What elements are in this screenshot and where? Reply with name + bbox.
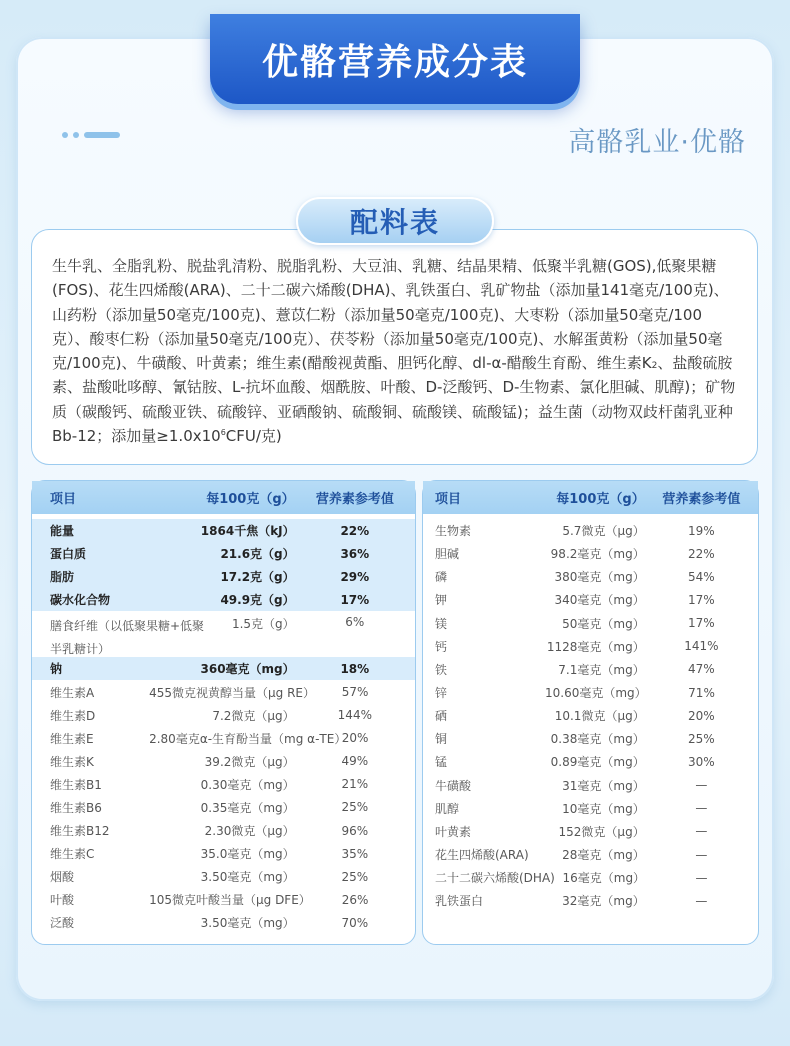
row-amount: 0.38毫克（mg） <box>550 732 645 747</box>
row-nrv: 19% <box>688 523 715 538</box>
table-row <box>32 680 415 703</box>
row-amount: 50毫克（mg） <box>562 616 645 631</box>
table-row <box>423 889 758 912</box>
row-nrv: 17% <box>688 592 715 607</box>
header-item: 项目 <box>435 492 462 507</box>
row-amount: 98.2毫克（mg） <box>550 547 645 562</box>
row-amount: 2.30微克（μg） <box>204 824 295 839</box>
row-name: 钠 <box>50 662 63 677</box>
row-amount: 31毫克（mg） <box>562 778 645 793</box>
header-nrv: 营养素参考值 <box>662 492 741 507</box>
header-nrv: 营养素参考值 <box>315 492 394 507</box>
row-nrv: 25% <box>688 731 715 746</box>
row-nrv: 17% <box>340 592 370 607</box>
row-amount: 455微克视黄醇当量（μg RE） <box>149 685 315 700</box>
row-nrv: — <box>695 893 708 908</box>
row-nrv: 17% <box>688 616 715 631</box>
row-amount: 0.35毫克（mg） <box>200 800 295 815</box>
row-name: 镁 <box>435 616 448 631</box>
row-nrv: 36% <box>340 546 370 561</box>
dot <box>62 132 68 138</box>
ingredients-box <box>31 229 758 465</box>
row-nrv: 20% <box>341 731 369 746</box>
row-nrv: 20% <box>688 708 715 723</box>
row-name: 维生素A <box>50 685 95 700</box>
row-nrv: 96% <box>341 823 369 838</box>
table-row <box>423 681 758 704</box>
table-row <box>423 774 758 797</box>
table-row <box>423 542 758 565</box>
row-name: 铁 <box>435 662 448 677</box>
table-row <box>32 911 415 934</box>
row-name: 碳水化合物 <box>50 593 111 608</box>
ingredients-text: 、盐酸硫胺素、盐酸吡哆醇、氰钴胺、L-抗坏血酸、烟酰胺、叶酸、D-泛酸钙、D-生物素、氯化胆碱、肌醇)；矿物质（碳酸钙、硫酸亚铁、硫酸锌、亚硒酸钠、硫酸铜、硫酸镁、硫酸锰)；益生菌（动物双歧杆菌乳亚种Bb-12；添加量≥1.0x10 <box>52 354 736 446</box>
row-amount: 380毫克（mg） <box>554 570 645 585</box>
row-nrv: 29% <box>340 569 370 584</box>
row-amount: 340毫克（mg） <box>554 593 645 608</box>
row-nrv: 57% <box>341 685 369 700</box>
table-row <box>32 773 415 796</box>
row-name: 叶酸 <box>50 893 75 908</box>
header-amount: 每100克（g） <box>556 492 645 507</box>
row-amount: 10.60毫克（mg） <box>545 686 647 701</box>
row-name: 泛酸 <box>50 916 75 931</box>
table-row <box>423 658 758 681</box>
table-row <box>423 820 758 843</box>
table-row <box>32 842 415 865</box>
row-nrv: 21% <box>341 777 369 792</box>
table-row <box>32 611 415 657</box>
table-row <box>32 727 415 750</box>
table-row <box>32 588 415 611</box>
row-amount: 1128毫克（mg） <box>546 639 645 654</box>
row-nrv: 22% <box>340 523 370 538</box>
table-row <box>32 542 415 565</box>
ingredients-superscript: 6 <box>220 428 226 438</box>
row-nrv: 25% <box>341 800 369 815</box>
row-name: 蛋白质 <box>50 547 87 562</box>
row-name: 烟酸 <box>50 870 75 885</box>
table-row <box>423 635 758 658</box>
row-name: 硒 <box>435 709 448 724</box>
row-name: 膳食纤维（以低聚果糖+低聚半乳糖计） <box>50 619 205 657</box>
row-name: 钾 <box>435 593 448 608</box>
row-amount: 17.2克（g） <box>220 570 295 585</box>
table-row <box>32 519 415 542</box>
row-amount: 0.89毫克（mg） <box>550 755 645 770</box>
table-row <box>423 588 758 611</box>
table-row <box>32 888 415 911</box>
row-nrv: — <box>695 824 708 839</box>
row-amount: 105微克叶酸当量（μg DFE） <box>149 893 311 908</box>
row-amount: 3.50毫克（mg） <box>200 916 295 931</box>
row-nrv: 22% <box>688 546 715 561</box>
dot <box>73 132 79 138</box>
row-nrv: 6% <box>345 615 365 630</box>
row-amount: 5.7微克（μg） <box>562 524 645 539</box>
table-row <box>423 704 758 727</box>
row-nrv: 18% <box>340 661 370 676</box>
row-amount: 35.0毫克（mg） <box>200 847 295 862</box>
row-nrv: — <box>695 801 708 816</box>
row-amount: 1864千焦（kJ） <box>200 524 295 539</box>
row-name: 二十二碳六烯酸(DHA) <box>435 871 555 886</box>
table-row <box>32 657 415 680</box>
row-amount: 16毫克（mg） <box>562 871 646 886</box>
table-row <box>32 819 415 842</box>
brand-logo-text: 高骼乳业·优骼 <box>568 127 746 158</box>
row-nrv: — <box>695 870 708 885</box>
table-row <box>423 750 758 773</box>
row-name: 铜 <box>435 732 448 747</box>
table-row <box>32 565 415 588</box>
row-nrv: 54% <box>688 569 715 584</box>
row-nrv: 71% <box>688 685 715 700</box>
row-nrv: — <box>695 778 708 793</box>
nutrition-table-left <box>31 480 416 945</box>
decorative-dots <box>62 132 120 138</box>
header-item: 项目 <box>50 492 77 507</box>
header-amount: 每100克（g） <box>206 492 295 507</box>
row-name: 生物素 <box>435 524 472 539</box>
row-amount: 39.2微克（μg） <box>204 754 295 769</box>
row-nrv: 47% <box>688 662 715 677</box>
row-name: 维生素C <box>50 847 95 862</box>
row-name: 磷 <box>435 570 448 585</box>
row-name: 肌醇 <box>435 801 460 816</box>
row-amount: 21.6克（g） <box>220 547 295 562</box>
row-name: 维生素B6 <box>50 800 102 815</box>
row-amount: 10毫克（mg） <box>562 801 645 816</box>
row-name: 胆碱 <box>435 547 460 562</box>
row-name: 叶黄素 <box>435 824 472 839</box>
row-amount: 1.5克（g） <box>231 617 295 632</box>
row-amount: 10.1微克（μg） <box>554 709 645 724</box>
table-header <box>423 481 758 514</box>
table-row <box>32 704 415 727</box>
row-name: 维生素K <box>50 754 94 769</box>
table-row <box>32 865 415 888</box>
row-amount: 28毫克（mg） <box>562 848 645 863</box>
dot-bar <box>84 132 120 138</box>
table-body <box>423 514 758 912</box>
table-row <box>423 727 758 750</box>
table-header <box>32 481 415 514</box>
row-name: 脂肪 <box>50 570 75 585</box>
row-name: 乳铁蛋白 <box>435 894 484 909</box>
row-nrv: 35% <box>341 846 369 861</box>
row-nrv: 30% <box>688 754 715 769</box>
table-row <box>423 866 758 889</box>
row-name: 钙 <box>435 639 448 654</box>
ingredients-text: 生牛乳、全脂乳粉、脱盐乳清粉、脱脂乳粉、大豆油、乳糖、结晶果精、低聚半乳糖(GOS),低聚果糖(FOS)、花生四烯酸(ARA)、二十二碳六烯酸(DHA)、乳铁蛋白、乳矿物盐（添加量141毫克/100克)、山药粉（添加量50毫克/100克)、薏苡仁粉（添加量50毫克/100克)、大枣粉（添加量50毫克/100克）、酸枣仁粉（添加量50毫克/100克）、茯苓粉（添加量50毫克/100克)、水解蛋黄粉（添加量50毫克/100克)、牛磺酸、叶黄素；维生素(醋酸视黄酯、胆钙化醇、dl-α-醋酸生育酚、维生素K <box>52 257 729 373</box>
row-nrv: 141% <box>684 639 719 654</box>
row-name: 维生素D <box>50 708 96 723</box>
nutrition-table-right <box>422 480 759 945</box>
row-amount: 360毫克（mg） <box>200 662 295 677</box>
row-name: 维生素B1 <box>50 777 102 792</box>
row-name: 牛磺酸 <box>435 778 472 793</box>
row-amount: 7.1毫克（mg） <box>558 662 645 677</box>
ingredients-subscript: 2 <box>651 361 658 372</box>
row-name: 维生素E <box>50 731 94 746</box>
row-amount: 0.30毫克（mg） <box>200 777 295 792</box>
ingredients-heading: 配料表 <box>296 197 494 245</box>
table-row <box>423 612 758 635</box>
row-name: 维生素B12 <box>50 824 110 839</box>
row-name: 锌 <box>435 686 448 701</box>
row-amount: 152微克（μg） <box>558 824 645 839</box>
row-amount: 2.80毫克α-生育酚当量（mg α-TE） <box>149 731 347 746</box>
row-nrv: 70% <box>341 915 369 930</box>
row-nrv: 26% <box>341 892 369 907</box>
row-amount: 49.9克（g） <box>220 593 295 608</box>
table-row <box>423 565 758 588</box>
table-row <box>32 796 415 819</box>
row-nrv: 25% <box>341 869 369 884</box>
row-nrv: — <box>695 847 708 862</box>
page-title: 优骼营养成分表 <box>210 14 580 104</box>
row-name: 锰 <box>435 755 448 770</box>
row-amount: 7.2微克（μg） <box>212 708 295 723</box>
ingredients-text: CFU/克) <box>225 427 282 446</box>
row-name: 能量 <box>50 524 75 539</box>
table-body <box>32 514 415 935</box>
table-row <box>423 797 758 820</box>
table-row <box>32 750 415 773</box>
table-row <box>423 843 758 866</box>
row-name: 花生四烯酸(ARA) <box>435 848 529 863</box>
row-amount: 3.50毫克（mg） <box>200 870 295 885</box>
row-nrv: 49% <box>341 754 369 769</box>
row-amount: 32毫克（mg） <box>562 894 645 909</box>
table-row <box>423 519 758 542</box>
row-nrv: 144% <box>337 708 372 723</box>
